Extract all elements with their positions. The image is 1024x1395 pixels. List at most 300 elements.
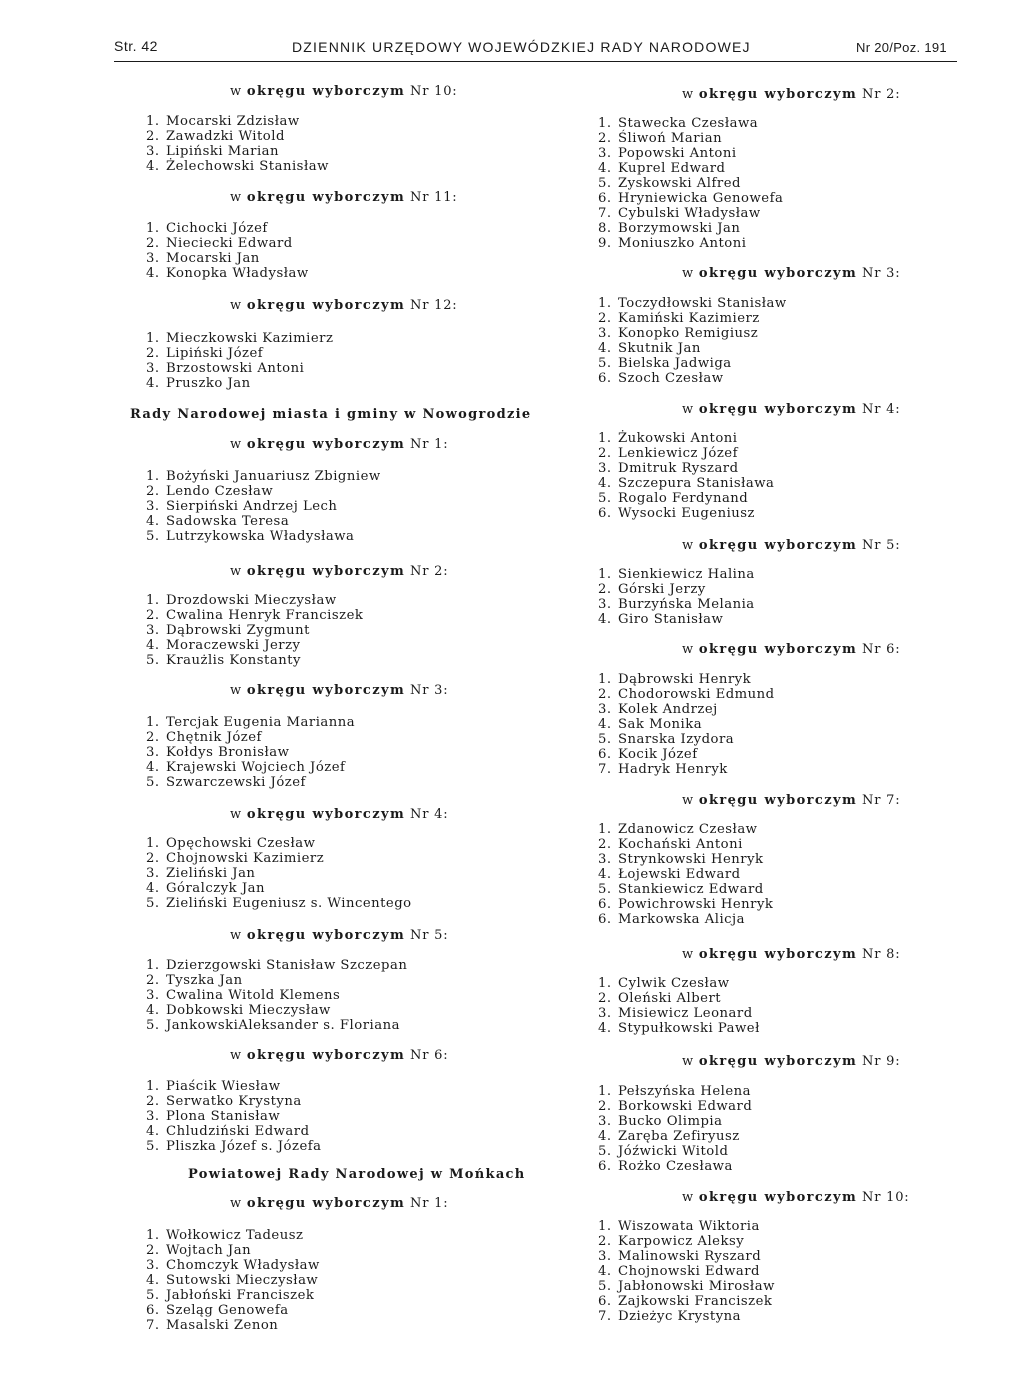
item-number: 6. xyxy=(146,1303,160,1318)
district-heading xyxy=(682,947,900,962)
candidate-name: Zyskowski Alfred xyxy=(618,176,741,191)
page-header xyxy=(0,0,1024,70)
list-item xyxy=(146,1228,320,1243)
list-item xyxy=(146,251,309,266)
candidate-name: Jóźwicki Witold xyxy=(618,1144,729,1159)
heading-district-label: okręgu wyborczym xyxy=(246,1196,406,1211)
list-item xyxy=(598,1249,775,1264)
item-number: 2. xyxy=(146,129,160,144)
item-number: 3. xyxy=(146,361,160,376)
item-number: 8. xyxy=(598,221,612,236)
item-number: 5. xyxy=(146,529,160,544)
candidate-name: Hryniewicka Genowefa xyxy=(618,191,784,206)
item-number: 3. xyxy=(598,702,612,717)
list-item xyxy=(146,593,363,608)
page-number: Str. 42 xyxy=(114,38,158,54)
item-number: 4. xyxy=(146,638,160,653)
candidate-name: Skutnik Jan xyxy=(618,341,701,356)
item-number: 4. xyxy=(598,717,612,732)
item-number: 1. xyxy=(146,1228,160,1243)
candidate-name: Rożko Czesława xyxy=(618,1159,733,1174)
candidate-name: Konopko Remigiusz xyxy=(618,326,759,341)
item-number: 3. xyxy=(598,597,612,612)
item-number: 7. xyxy=(146,1318,160,1333)
item-number: 3. xyxy=(598,146,612,161)
list-item xyxy=(146,1258,320,1273)
candidate-name: Górski Jerzy xyxy=(618,582,706,597)
list-item xyxy=(598,116,783,131)
item-number: 3. xyxy=(598,852,612,867)
list-item xyxy=(598,161,783,176)
heading-prefix: w xyxy=(230,190,242,205)
item-number: 2. xyxy=(598,131,612,146)
candidate-name: Wysocki Eugeniusz xyxy=(618,506,755,521)
item-number: 1. xyxy=(146,593,160,608)
item-number: 3. xyxy=(598,1114,612,1129)
list-item xyxy=(598,837,773,852)
list-item xyxy=(598,567,755,582)
item-number: 6. xyxy=(598,912,612,927)
heading-district-number: Nr 6: xyxy=(410,1048,449,1063)
candidate-name: Sutowski Mieczysław xyxy=(166,1273,319,1288)
candidate-name: Misiewicz Leonard xyxy=(618,1006,753,1021)
list-item xyxy=(598,491,774,506)
candidate-name: Lutrzykowska Władysława xyxy=(166,529,355,544)
list-item xyxy=(598,582,755,597)
candidate-name: Brzostowski Antoni xyxy=(166,361,305,376)
heading-prefix: w xyxy=(682,947,694,962)
candidate-name: Kamiński Kazimierz xyxy=(618,311,760,326)
list-item xyxy=(146,866,412,881)
list-item xyxy=(598,1144,752,1159)
list-item xyxy=(598,236,783,251)
candidate-list xyxy=(146,1228,320,1333)
heading-district-number: Nr 5: xyxy=(410,928,449,943)
district-heading xyxy=(682,266,900,281)
item-number: 2. xyxy=(146,236,160,251)
list-item xyxy=(146,881,412,896)
candidate-name: Szeląg Genowefa xyxy=(166,1303,289,1318)
list-item xyxy=(598,597,755,612)
heading-prefix: w xyxy=(682,642,694,657)
item-number: 3. xyxy=(146,1258,160,1273)
list-item xyxy=(598,702,775,717)
list-item xyxy=(146,653,363,668)
list-item xyxy=(598,326,787,341)
list-item xyxy=(146,1139,322,1154)
candidate-name: Popowski Antoni xyxy=(618,146,737,161)
list-item xyxy=(146,638,363,653)
item-number: 1. xyxy=(146,469,160,484)
heading-district-label: okręgu wyborczym xyxy=(246,1048,406,1063)
item-number: 4. xyxy=(146,1273,160,1288)
item-number: 1. xyxy=(146,221,160,236)
candidate-name: Dzieżyc Krystyna xyxy=(618,1309,741,1324)
candidate-name: Cylwik Czesław xyxy=(618,976,730,991)
candidate-name: Szwarczewski Józef xyxy=(166,775,306,790)
candidate-name: Borkowski Edward xyxy=(618,1099,753,1114)
candidate-list xyxy=(146,836,412,911)
candidate-list xyxy=(598,567,755,627)
list-item xyxy=(146,469,381,484)
candidate-name: Masalski Zenon xyxy=(166,1318,279,1333)
candidate-name: Zieliński Jan xyxy=(166,866,256,881)
list-item xyxy=(598,1159,752,1174)
item-number: 5. xyxy=(598,356,612,371)
district-heading xyxy=(230,437,448,452)
candidate-list xyxy=(146,958,407,1033)
item-number: 4. xyxy=(146,376,160,391)
candidate-name: Chomczyk Władysław xyxy=(166,1258,320,1273)
list-item xyxy=(598,371,787,386)
list-item xyxy=(598,311,787,326)
heading-district-label: okręgu wyborczym xyxy=(246,807,406,822)
candidate-name: Tercjak Eugenia Marianna xyxy=(166,715,356,730)
item-number: 5. xyxy=(598,1279,612,1294)
candidate-name: Kołdys Bronisław xyxy=(166,745,290,760)
list-item xyxy=(146,836,412,851)
item-number: 1. xyxy=(146,958,160,973)
list-item xyxy=(146,896,412,911)
candidate-name: Lenkiewicz Józef xyxy=(618,446,738,461)
list-item xyxy=(598,431,774,446)
item-number: 6. xyxy=(598,897,612,912)
item-number: 4. xyxy=(598,1264,612,1279)
list-item xyxy=(146,484,381,499)
item-number: 3. xyxy=(598,1249,612,1264)
list-item xyxy=(598,341,787,356)
item-number: 4. xyxy=(146,514,160,529)
heading-district-number: Nr 10: xyxy=(862,1190,910,1205)
list-item xyxy=(146,851,412,866)
list-item xyxy=(598,191,783,206)
item-number: 6. xyxy=(598,506,612,521)
candidate-name: Konopka Władysław xyxy=(166,266,309,281)
candidate-name: Cwalina Witold Klemens xyxy=(166,988,341,1003)
list-item xyxy=(146,266,309,281)
district-heading xyxy=(230,1048,448,1063)
candidate-list xyxy=(146,715,355,790)
candidate-name: Sadowska Teresa xyxy=(166,514,290,529)
item-number: 5. xyxy=(146,775,160,790)
item-number: 4. xyxy=(146,1003,160,1018)
list-item xyxy=(598,206,783,221)
candidate-name: Zajkowski Franciszek xyxy=(618,1294,773,1309)
list-item xyxy=(598,1099,752,1114)
candidate-name: Drozdowski Mieczysław xyxy=(166,593,337,608)
candidate-list xyxy=(598,672,775,777)
heading-district-label: okręgu wyborczym xyxy=(698,266,858,281)
candidate-name: Hadryk Henryk xyxy=(618,762,728,777)
item-number: 1. xyxy=(598,976,612,991)
list-item xyxy=(598,506,774,521)
candidate-name: Cybulski Władysław xyxy=(618,206,761,221)
district-heading xyxy=(682,538,900,553)
candidate-list xyxy=(598,976,760,1036)
heading-district-number: Nr 9: xyxy=(862,1054,901,1069)
item-number: 4. xyxy=(146,1124,160,1139)
list-item xyxy=(146,331,333,346)
list-item xyxy=(146,715,355,730)
heading-district-number: Nr 12: xyxy=(410,298,458,313)
list-item xyxy=(598,1264,775,1279)
list-item xyxy=(598,672,775,687)
candidate-name: Cichocki Józef xyxy=(166,221,268,236)
section-title: Rady Narodowej miasta i gminy w Nowogrodzie xyxy=(130,407,532,422)
item-number: 3. xyxy=(146,866,160,881)
item-number: 1. xyxy=(146,715,160,730)
heading-district-number: Nr 4: xyxy=(410,807,449,822)
candidate-name: Lipiński Józef xyxy=(166,346,264,361)
candidate-list xyxy=(598,822,773,927)
candidate-name: Oleński Albert xyxy=(618,991,722,1006)
item-number: 3. xyxy=(146,144,160,159)
heading-district-label: okręgu wyborczym xyxy=(698,1190,858,1205)
candidate-name: Żelechowski Stanisław xyxy=(166,159,329,174)
item-number: 2. xyxy=(598,582,612,597)
district-heading xyxy=(230,807,448,822)
item-number: 4. xyxy=(598,1021,612,1036)
candidate-name: Łojewski Edward xyxy=(618,867,741,882)
candidate-name: Sak Monika xyxy=(618,717,703,732)
candidate-list xyxy=(146,221,309,281)
heading-district-number: Nr 3: xyxy=(410,683,449,698)
item-number: 1. xyxy=(598,1219,612,1234)
item-number: 3. xyxy=(598,1006,612,1021)
candidate-name: Stankiewicz Edward xyxy=(618,882,764,897)
list-item xyxy=(598,852,773,867)
candidate-name: Dzierzgowski Stanisław Szczepan xyxy=(166,958,408,973)
item-number: 4. xyxy=(598,1129,612,1144)
candidate-name: Strynkowski Henryk xyxy=(618,852,764,867)
heading-prefix: w xyxy=(230,1196,242,1211)
list-item xyxy=(146,1273,320,1288)
list-item xyxy=(598,221,783,236)
candidate-list xyxy=(598,431,774,521)
heading-district-label: okręgu wyborczym xyxy=(246,84,406,99)
district-heading xyxy=(230,564,448,579)
item-number: 1. xyxy=(598,431,612,446)
item-number: 2. xyxy=(146,1243,160,1258)
candidate-name: Moniuszko Antoni xyxy=(618,236,747,251)
candidate-name: Snarska Izydora xyxy=(618,732,735,747)
district-heading xyxy=(682,793,900,808)
item-number: 5. xyxy=(598,176,612,191)
heading-district-label: okręgu wyborczym xyxy=(698,947,858,962)
heading-district-number: Nr 2: xyxy=(410,564,449,579)
list-item xyxy=(146,973,407,988)
candidate-name: Markowska Alicja xyxy=(618,912,745,927)
candidate-name: Chojnowski Edward xyxy=(618,1264,760,1279)
item-number: 3. xyxy=(598,461,612,476)
item-number: 2. xyxy=(598,837,612,852)
heading-prefix: w xyxy=(230,683,242,698)
item-number: 5. xyxy=(598,882,612,897)
district-heading xyxy=(682,642,900,657)
item-number: 2. xyxy=(598,1099,612,1114)
item-number: 1. xyxy=(598,822,612,837)
item-number: 5. xyxy=(598,1144,612,1159)
list-item xyxy=(146,361,333,376)
candidate-name: Wojtach Jan xyxy=(166,1243,252,1258)
heading-district-label: okręgu wyborczym xyxy=(698,642,858,657)
heading-district-number: Nr 5: xyxy=(862,538,901,553)
item-number: 1. xyxy=(598,567,612,582)
list-item xyxy=(598,146,783,161)
candidate-name: Chludziński Edward xyxy=(166,1124,310,1139)
list-item xyxy=(146,1243,320,1258)
candidate-list xyxy=(146,593,363,668)
list-item xyxy=(146,1288,320,1303)
candidate-name: Karpowicz Aleksy xyxy=(618,1234,745,1249)
candidate-name: Sierpiński Andrzej Lech xyxy=(166,499,338,514)
item-number: 4. xyxy=(598,867,612,882)
item-number: 6. xyxy=(598,1294,612,1309)
item-number: 5. xyxy=(146,1288,160,1303)
district-heading xyxy=(230,928,448,943)
candidate-name: Pruszko Jan xyxy=(166,376,251,391)
heading-district-number: Nr 1: xyxy=(410,437,449,452)
heading-prefix: w xyxy=(682,793,694,808)
heading-prefix: w xyxy=(682,538,694,553)
candidate-name: Pliszka Józef s. Józefa xyxy=(166,1139,322,1154)
list-item xyxy=(146,236,309,251)
list-item xyxy=(146,376,333,391)
heading-district-number: Nr 7: xyxy=(862,793,901,808)
candidate-name: Opęchowski Czesław xyxy=(166,836,316,851)
heading-district-label: okręgu wyborczym xyxy=(246,437,406,452)
candidate-name: Szoch Czesław xyxy=(618,371,724,386)
candidate-name: Dąbrowski Zygmunt xyxy=(166,623,310,638)
district-heading xyxy=(230,84,458,99)
item-number: 2. xyxy=(146,1094,160,1109)
candidate-name: Stawecka Czesława xyxy=(618,116,759,131)
heading-district-label: okręgu wyborczym xyxy=(246,298,406,313)
item-number: 1. xyxy=(146,114,160,129)
district-heading xyxy=(230,298,458,313)
item-number: 5. xyxy=(598,491,612,506)
heading-district-label: okręgu wyborczym xyxy=(698,538,858,553)
list-item xyxy=(598,822,773,837)
candidate-name: Żukowski Antoni xyxy=(618,431,738,446)
candidate-list xyxy=(598,1084,752,1174)
candidate-name: Szczepura Stanisława xyxy=(618,476,775,491)
candidate-name: Lipiński Marian xyxy=(166,144,280,159)
item-number: 3. xyxy=(146,988,160,1003)
item-number: 2. xyxy=(598,311,612,326)
candidate-name: Rogalo Ferdynand xyxy=(618,491,749,506)
candidate-name: Zawadzki Witold xyxy=(166,129,285,144)
list-item xyxy=(598,446,774,461)
list-item xyxy=(598,612,755,627)
heading-prefix: w xyxy=(682,1054,694,1069)
candidate-name: Powichrowski Henryk xyxy=(618,897,774,912)
item-number: 1. xyxy=(598,1084,612,1099)
candidate-name: Wiszowata Wiktoria xyxy=(618,1219,760,1234)
candidate-name: Kolek Andrzej xyxy=(618,702,718,717)
item-number: 6. xyxy=(598,371,612,386)
candidate-name: Bożyński Januariusz Zbigniew xyxy=(166,469,381,484)
candidate-name: JankowskiAleksander s. Floriana xyxy=(166,1018,400,1033)
candidate-list xyxy=(598,1219,775,1324)
list-item xyxy=(598,1309,775,1324)
item-number: 1. xyxy=(146,1079,160,1094)
list-item xyxy=(598,1279,775,1294)
heading-prefix: w xyxy=(682,402,694,417)
header-rule xyxy=(114,61,957,62)
item-number: 2. xyxy=(598,991,612,1006)
journal-title: DZIENNIK URZĘDOWY WOJEWÓDZKIEJ RADY NARODOWEJ xyxy=(292,39,751,55)
candidate-name: Wołkowicz Tadeusz xyxy=(166,1228,304,1243)
item-number: 2. xyxy=(598,687,612,702)
list-item xyxy=(598,1294,775,1309)
candidate-name: Nieciecki Edward xyxy=(166,236,293,251)
heading-district-label: okręgu wyborczym xyxy=(246,190,406,205)
heading-district-label: okręgu wyborczym xyxy=(246,683,406,698)
item-number: 3. xyxy=(146,745,160,760)
list-item xyxy=(146,988,407,1003)
candidate-name: Burzyńska Melania xyxy=(618,597,755,612)
candidate-name: Zaręba Zefiryusz xyxy=(618,1129,740,1144)
candidate-name: Mocarski Jan xyxy=(166,251,260,266)
heading-prefix: w xyxy=(230,298,242,313)
district-heading xyxy=(230,190,458,205)
candidate-name: Malinowski Ryszard xyxy=(618,1249,762,1264)
list-item xyxy=(598,882,773,897)
item-number: 2. xyxy=(598,446,612,461)
item-number: 5. xyxy=(598,732,612,747)
item-number: 7. xyxy=(598,206,612,221)
district-heading xyxy=(230,1196,448,1211)
list-item xyxy=(146,1124,322,1139)
item-number: 4. xyxy=(146,760,160,775)
item-number: 4. xyxy=(598,341,612,356)
candidate-name: Chodorowski Edmund xyxy=(618,687,775,702)
item-number: 3. xyxy=(146,251,160,266)
item-number: 2. xyxy=(598,1234,612,1249)
item-number: 2. xyxy=(146,484,160,499)
candidate-name: Mocarski Zdzisław xyxy=(166,114,300,129)
heading-district-label: okręgu wyborczym xyxy=(698,402,858,417)
item-number: 9. xyxy=(598,236,612,251)
heading-district-number: Nr 11: xyxy=(410,190,458,205)
heading-district-label: okręgu wyborczym xyxy=(698,87,858,102)
candidate-name: Góralczyk Jan xyxy=(166,881,265,896)
list-item xyxy=(598,461,774,476)
item-number: 1. xyxy=(598,296,612,311)
item-number: 5. xyxy=(146,1018,160,1033)
candidate-name: Mieczkowski Kazimierz xyxy=(166,331,334,346)
item-number: 2. xyxy=(146,730,160,745)
item-number: 2. xyxy=(146,608,160,623)
candidate-name: Krajewski Wojciech Józef xyxy=(166,760,346,775)
list-item xyxy=(598,976,760,991)
candidate-name: Serwatko Krystyna xyxy=(166,1094,302,1109)
list-item xyxy=(598,912,773,927)
item-number: 2. xyxy=(146,851,160,866)
candidate-name: Chętnik Józef xyxy=(166,730,262,745)
candidate-name: Dmitruk Ryszard xyxy=(618,461,739,476)
candidate-name: Jabłoński Franciszek xyxy=(166,1288,315,1303)
heading-district-label: okręgu wyborczym xyxy=(246,928,406,943)
heading-district-label: okręgu wyborczym xyxy=(698,793,858,808)
list-item xyxy=(146,958,407,973)
candidate-name: Plona Stanisław xyxy=(166,1109,281,1124)
candidate-name: Pełszyńska Helena xyxy=(618,1084,752,1099)
candidate-name: Śliwoń Marian xyxy=(618,131,723,146)
candidate-name: Dąbrowski Henryk xyxy=(618,672,752,687)
candidate-name: Zdanowicz Czesław xyxy=(618,822,758,837)
